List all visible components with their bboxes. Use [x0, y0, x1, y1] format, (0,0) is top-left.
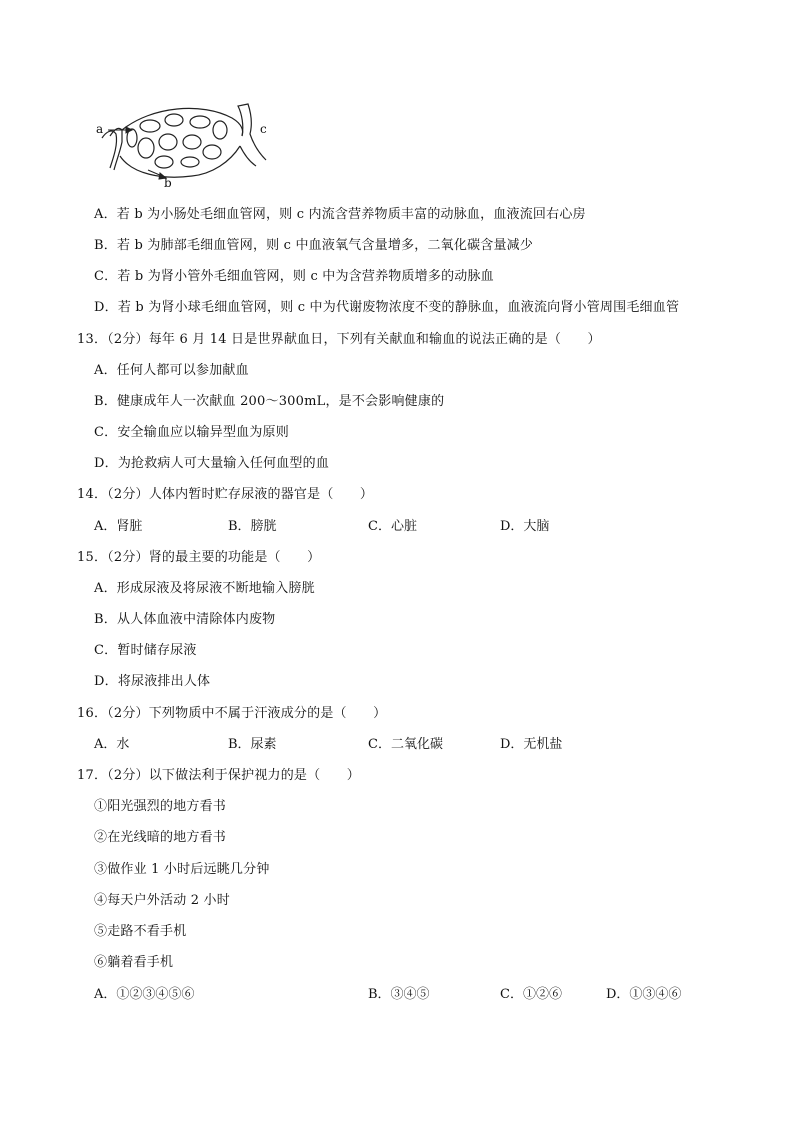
q17-item-5: ⑤走路不看手机: [94, 924, 187, 939]
q14-option-b: B．膀胱: [228, 519, 277, 534]
capillary-network-drawing: [92, 96, 277, 196]
q16-option-c: C．二氧化碳: [368, 737, 443, 752]
q13-option-a: A．任何人都可以参加献血: [94, 363, 249, 378]
q17-item-6: ⑥躺着看手机: [94, 955, 174, 970]
q15-option-a: A．形成尿液及将尿液不断地输入膀胱: [94, 581, 315, 596]
q17-stem: 17．（2分）以下做法利于保护视力的是（ ）: [77, 768, 360, 783]
q16-option-a: A．水: [94, 737, 130, 752]
label-b: b: [164, 176, 172, 190]
q17-item-4: ④每天户外活动 2 小时: [94, 893, 230, 908]
q14-option-a: A．肾脏: [94, 519, 143, 534]
label-c: c: [260, 122, 267, 136]
q14-option-c: C．心脏: [368, 519, 417, 534]
q15-option-d: D．将尿液排出人体: [94, 674, 211, 689]
q17-option-c: C．①②⑥: [500, 987, 562, 1002]
q16-option-d: D．无机盐: [500, 737, 563, 752]
q16-option-b: B．尿素: [228, 737, 277, 752]
q13-option-c: C．安全输血应以输异型血为原则: [94, 425, 289, 440]
q17-item-1: ①阳光强烈的地方看书: [94, 799, 227, 814]
q15-option-b: B．从人体血液中清除体内废物: [94, 612, 276, 627]
capillary-network-diagram: [92, 96, 277, 196]
q12-option-a: A．若 b 为小肠处毛细血管网，则 c 内流含营养物质丰富的动脉血，血液流回右心房: [94, 207, 586, 222]
q13-option-d: D．为抢救病人可大量输入任何血型的血: [94, 456, 330, 471]
q17-option-d: D．①③④⑥: [606, 987, 682, 1002]
q12-option-d: D．若 b 为肾小球毛细血管网，则 c 中为代谢废物浓度不变的静脉血，血液流向肾小管周围毛细血管: [94, 300, 680, 315]
q13-stem: 13．（2分）每年 6 月 14 日是世界献血日，下列有关献血和输血的说法正确的是（ ）: [77, 332, 601, 347]
q14-stem: 14．（2分）人体内暂时贮存尿液的器官是（ ）: [77, 487, 374, 502]
q15-option-c: C．暂时储存尿液: [94, 643, 197, 658]
q17-item-2: ②在光线暗的地方看书: [94, 830, 227, 845]
q17-item-3: ③做作业 1 小时后远眺几分钟: [94, 862, 270, 877]
q12-option-c: C．若 b 为肾小管外毛细血管网，则 c 中为含营养物质增多的动脉血: [94, 269, 494, 284]
q12-option-b: B．若 b 为肺部毛细血管网，则 c 中血液氧气含量增多，二氧化碳含量减少: [94, 238, 534, 253]
q15-stem: 15．（2分）肾的最主要的功能是（ ）: [77, 550, 321, 565]
q17-option-a: A．①②③④⑤⑥: [94, 987, 195, 1002]
q16-stem: 16．（2分）下列物质中不属于汗液成分的是（ ）: [77, 706, 387, 721]
q14-option-d: D．大脑: [500, 519, 550, 534]
q13-option-b: B．健康成年人一次献血 200～300mL，是不会影响健康的: [94, 394, 445, 409]
q17-option-b: B．③④⑤: [368, 987, 430, 1002]
label-a: a: [96, 122, 104, 136]
